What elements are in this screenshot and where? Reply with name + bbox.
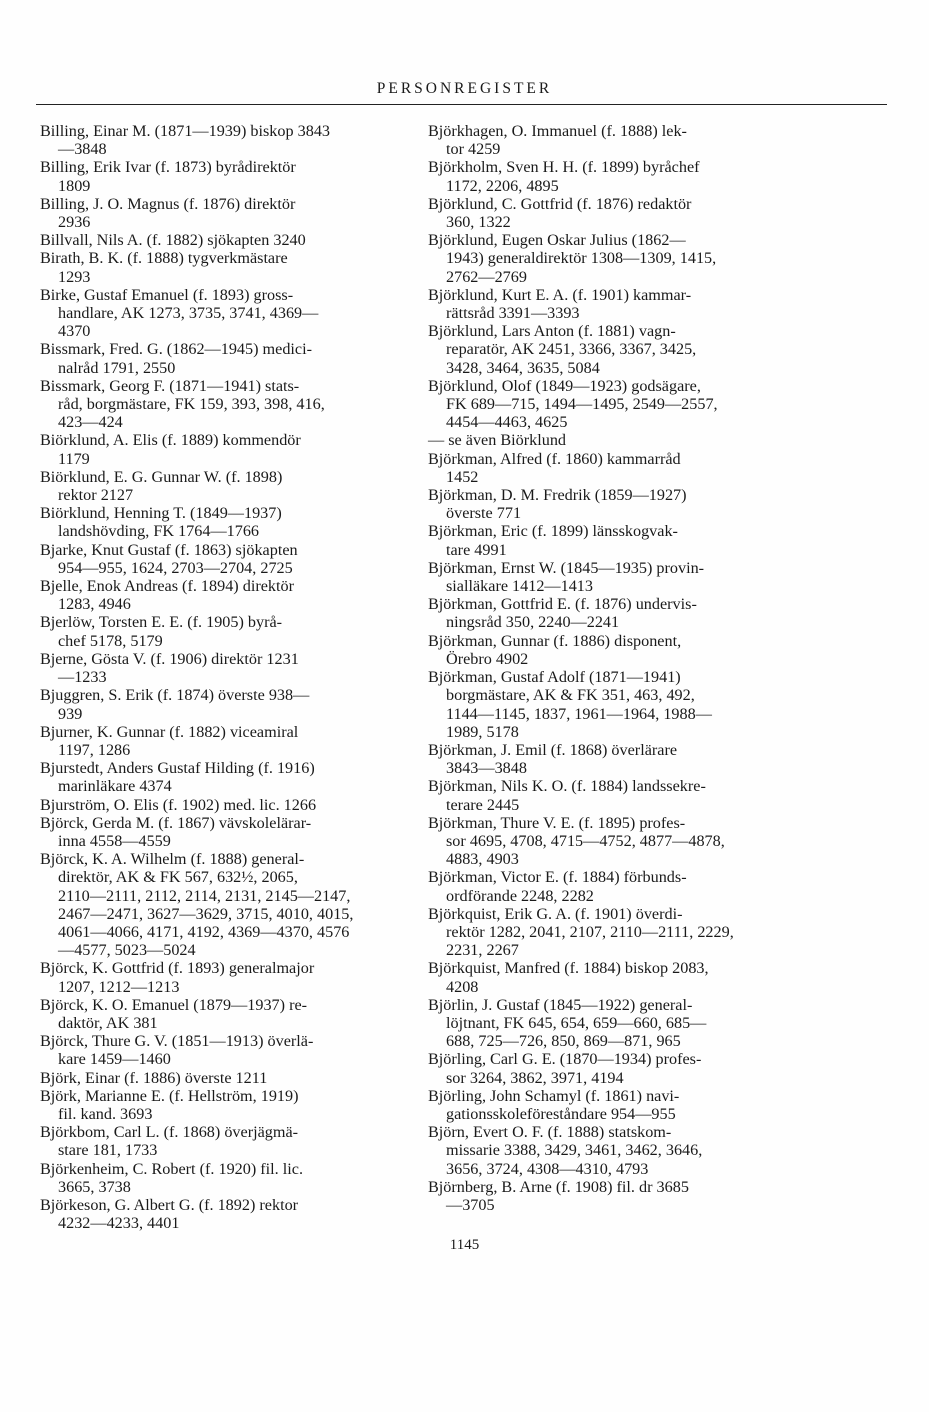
register-entry: Björkquist, Erik G. A. (f. 1901) överdi- rektör 1282, 2041, 2107, 2110—2111, 2229, 2231, 2267: [428, 904, 734, 960]
register-entry: Björnberg, B. Arne (f. 1908) fil. dr 3685 —3705: [428, 1177, 689, 1214]
register-entry: Björkhagen, O. Immanuel (f. 1888) lek- tor 4259: [428, 122, 687, 159]
register-entry: Björkman, Nils K. O. (f. 1884) landssekre- terare 2445: [428, 777, 706, 814]
register-entry: Björkbom, Carl L. (f. 1868) överjägmä- stare 181, 1733: [40, 1123, 299, 1160]
register-entry: Björkeson, G. Albert G. (f. 1892) rektor 4232—4233, 4401: [40, 1195, 299, 1233]
header-rule: [36, 104, 887, 105]
register-entry: Björklund, Eugen Oskar Julius (1862— 1943) generaldirektör 1308—1309, 1415, 2762—2769: [428, 231, 717, 286]
register-entry: Björkman, D. M. Fredrik (1859—1927) överste 771: [428, 486, 687, 523]
register-entry: Bjurstedt, Anders Gustaf Hilding (f. 1916) marinläkare 4374: [40, 759, 315, 796]
register-entry: Björkman, Thure V. E. (f. 1895) profes- sor 4695, 4708, 4715—4752, 4877—4878, 4883, 4903: [428, 813, 725, 869]
register-entry: Björk, Marianne E. (f. Hellström, 1919) fil. kand. 3693: [40, 1086, 299, 1123]
right-column: [428, 122, 794, 1214]
register-entry: Biörklund, E. G. Gunnar W. (f. 1898) rektor 2127: [40, 467, 283, 505]
register-entry: Björkholm, Sven H. H. (f. 1899) byråchef 1172, 2206, 4895: [428, 158, 700, 195]
register-entry: Bissmark, Georg F. (1871—1941) stats- råd, borgmästare, FK 159, 393, 398, 416, 423—424: [40, 376, 325, 432]
register-entry: Billing, Erik Ivar (f. 1873) byrådirektör 1809: [40, 158, 296, 195]
register-entry: Björk, Einar (f. 1886) överste 1211: [40, 1068, 268, 1087]
register-entry: Björkman, Gottfrid E. (f. 1876) undervis- ningsråd 350, 2240—2241: [428, 595, 697, 632]
register-entry: Björck, Thure G. V. (1851—1913) överlä- kare 1459—1460: [40, 1032, 314, 1069]
register-entry: Bissmark, Fred. G. (1862—1945) medici- nalråd 1791, 2550: [40, 340, 313, 377]
register-entry: Björkman, Victor E. (f. 1884) förbunds- ordförande 2248, 2282: [428, 868, 687, 905]
register-entry: — se även Biörklund: [428, 431, 567, 450]
register-entry: Björkman, Alfred (f. 1860) kammarråd 1452: [428, 449, 681, 486]
register-entry: Björlin, J. Gustaf (1845—1922) general- löjtnant, FK 645, 654, 659—660, 685— 688, 725—726, 850, 869—871, 965: [428, 995, 707, 1051]
register-entry: Björck, Gerda M. (f. 1867) vävskolelärar- inna 4558—4559: [40, 813, 312, 850]
register-entry: Björck, K. O. Emanuel (1879—1937) re- daktör, AK 381: [40, 995, 308, 1032]
register-entry: Billvall, Nils A. (f. 1882) sjökapten 3240: [40, 231, 306, 250]
register-entry: Björkman, Gustaf Adolf (1871—1941) borgmästare, AK & FK 351, 463, 492, 1144—1145, 1837, 1961—1964, 1988— 1989, 5178: [428, 668, 712, 741]
register-entry: Björck, K. Gottfrid (f. 1893) generalmajor 1207, 1212—1213: [40, 959, 315, 996]
register-entry: Birke, Gustaf Emanuel (f. 1893) gross- handlare, AK 1273, 3735, 3741, 4369— 4370: [40, 285, 319, 341]
register-entry: Björkman, J. Emil (f. 1868) överlärare 3843—3848: [428, 740, 678, 778]
register-entry: Bjurström, O. Elis (f. 1902) med. lic. 1266: [40, 795, 317, 814]
register-entry: Björkman, Gunnar (f. 1886) disponent, Örebro 4902: [428, 631, 682, 668]
register-entry: Bjuggren, S. Erik (f. 1874) överste 938— 939: [40, 686, 310, 723]
register-entry: Björklund, Olof (1849—1923) godsägare, FK 689—715, 1494—1495, 2549—2557, 4454—4463, 4625: [428, 376, 718, 432]
register-entry: Biörklund, Henning T. (1849—1937) landshövding, FK 1764—1766: [40, 504, 282, 541]
register-entry: Björklund, Lars Anton (f. 1881) vagn- reparatör, AK 2451, 3366, 3367, 3425, 3428, 3464, 3635, 5084: [428, 322, 697, 377]
register-entry: Björkenheim, C. Robert (f. 1920) fil. lic. 3665, 3738: [40, 1159, 303, 1196]
register-entry: Björkquist, Manfred (f. 1884) biskop 2083, 4208: [428, 959, 709, 996]
register-entry: Bjerlöw, Torsten E. E. (f. 1905) byrå- chef 5178, 5179: [40, 613, 283, 650]
register-entry: Björklund, Kurt E. A. (f. 1901) kammar- rättsråd 3391—3393: [428, 285, 692, 323]
register-entry: Björling, Carl G. E. (1870—1934) profes- sor 3264, 3862, 3971, 4194: [428, 1050, 702, 1087]
register-entry: Billing, J. O. Magnus (f. 1876) direktör 2936: [40, 194, 296, 232]
register-entry: Bjerne, Gösta V. (f. 1906) direktör 1231 —1233: [40, 649, 299, 687]
register-entry: Björn, Evert O. F. (f. 1888) statskom- missarie 3388, 3429, 3461, 3462, 3646, 3656, 3724, 4308—4310, 4793: [428, 1123, 703, 1178]
left-column: [40, 122, 406, 1232]
register-entry: Bjurner, K. Gunnar (f. 1882) viceamiral 1197, 1286: [40, 722, 299, 759]
register-entry: Bjelle, Enok Andreas (f. 1894) direktör 1283, 4946: [40, 577, 294, 614]
register-entry: Björck, K. A. Wilhelm (f. 1888) general- direktör, AK & FK 567, 632½, 2065, 2110—2111, 2112, 2114, 2131, 2145—2147, 2467—2471, 3627—3629, 3715, 4010, 4015, 4061—4066, 4171, 4192, 4369—4370, 4576 —4577, 5023—5024: [40, 850, 354, 960]
register-entry: Björkman, Ernst W. (1845—1935) provin- sialläkare 1412—1413: [428, 558, 705, 596]
register-entry: Billing, Einar M. (1871—1939) biskop 3843 —3848: [40, 122, 331, 159]
register-entry: Bjarke, Knut Gustaf (f. 1863) sjökapten 954—955, 1624, 2703—2704, 2725: [40, 540, 298, 577]
page-header: PERSONREGISTER: [376, 80, 553, 97]
register-entry: Björkman, Eric (f. 1899) länsskogvak- tare 4991: [428, 522, 678, 559]
register-entry: Björklund, C. Gottfrid (f. 1876) redaktör 360, 1322: [428, 194, 692, 232]
page-number: 1145: [449, 1237, 480, 1253]
register-entry: Björling, John Schamyl (f. 1861) navi- gationsskoleföreståndare 954—955: [428, 1086, 680, 1123]
register-entry: Birath, B. K. (f. 1888) tygverkmästare 1293: [40, 249, 288, 286]
register-entry: Biörklund, A. Elis (f. 1889) kommendör 1179: [40, 431, 301, 468]
